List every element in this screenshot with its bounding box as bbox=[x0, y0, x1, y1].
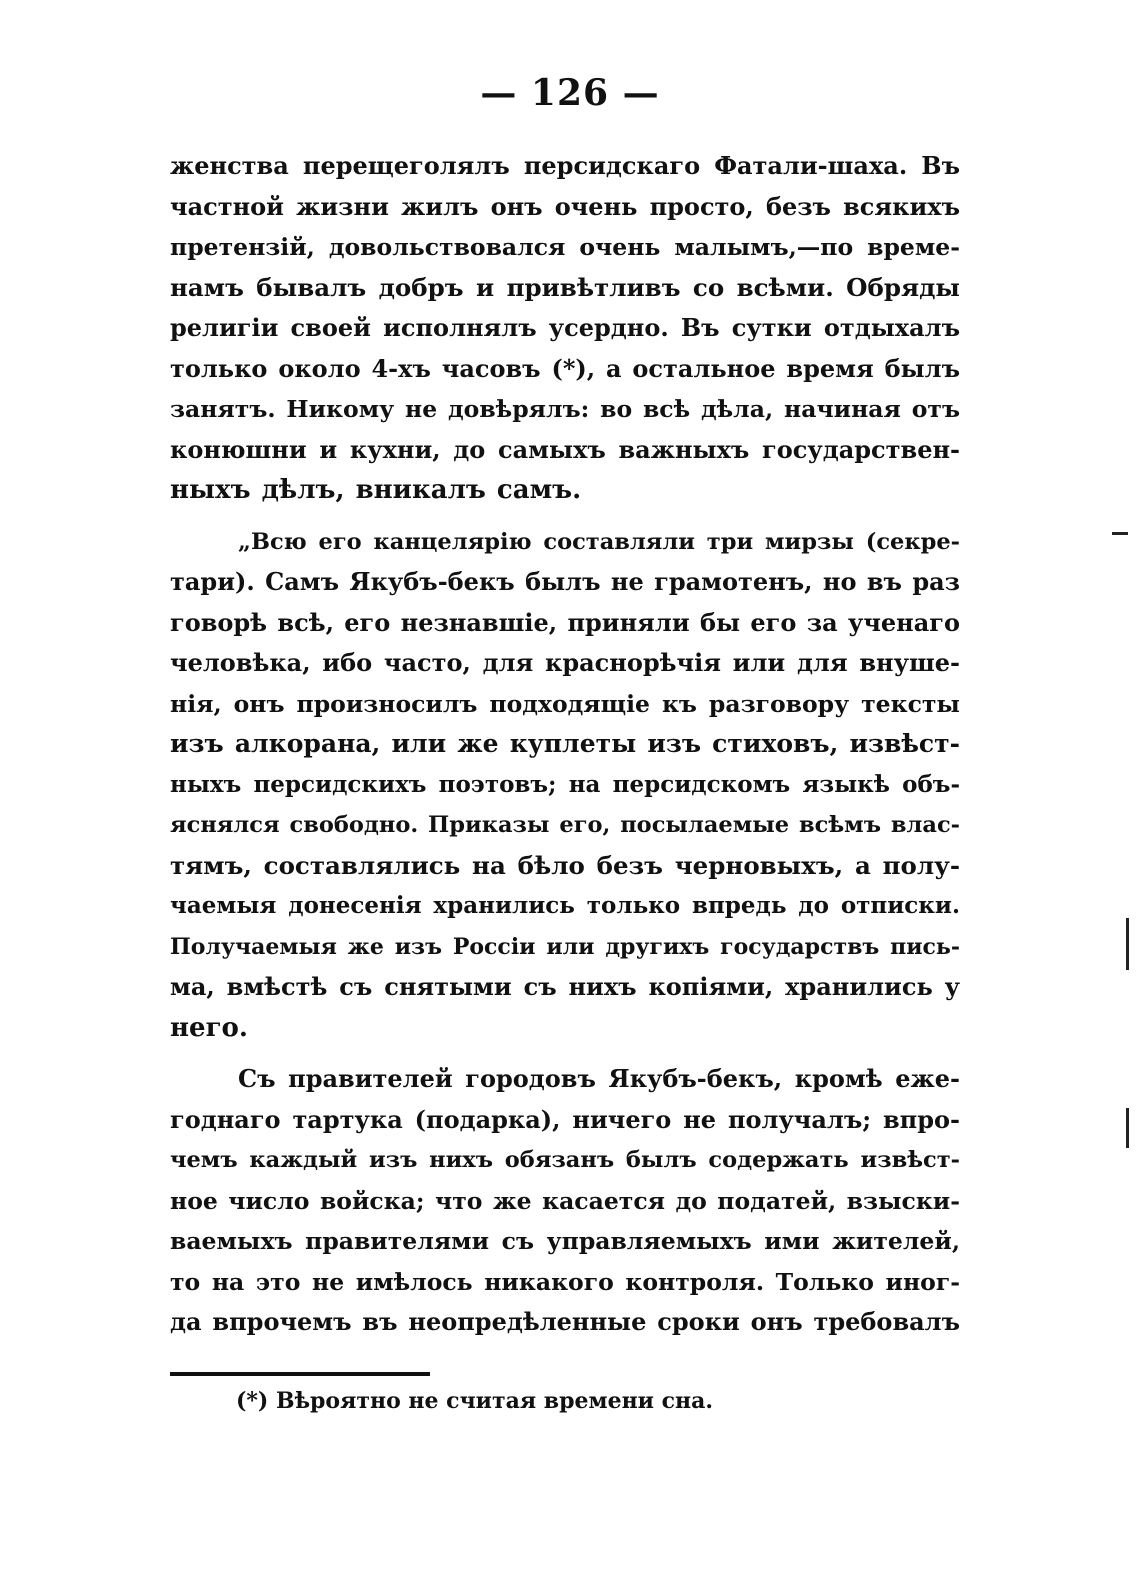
text-line: женства перещеголялъ персидскаго Фатали-шаха. Въ bbox=[170, 151, 960, 180]
paragraph bbox=[170, 1059, 960, 1343]
body-text bbox=[170, 146, 960, 1343]
text-line: годнаго тартука (подарка), ничего не получалъ; впро- bbox=[170, 1104, 960, 1134]
text-line: изъ алкорана, или же куплеты изъ стиховъ, извѣст- bbox=[170, 729, 960, 758]
text-line: ваемыхъ правителями съ управляемыхъ ими жителей, bbox=[170, 1227, 960, 1255]
paragraph bbox=[170, 522, 960, 1049]
footnote: (*) Вѣроятно не считая времени сна. bbox=[236, 1388, 714, 1414]
text-line: конюшни и кухни, до самыхъ важныхъ государствен- bbox=[170, 434, 960, 464]
text-line: яснялся свободно. Приказы его, посылаемые всѣмъ влас- bbox=[170, 812, 960, 838]
page-number: — 126 — bbox=[480, 72, 660, 114]
margin-mark bbox=[1112, 532, 1128, 535]
paragraph bbox=[170, 146, 960, 511]
margin-mark bbox=[1126, 918, 1129, 970]
paragraph-gap bbox=[170, 511, 960, 522]
text-line: ныхъ персидскихъ поэтовъ; на персидскомъ языкѣ объ- bbox=[170, 770, 960, 798]
text-line: ное число войска; что же касается до податей, взыски- bbox=[170, 1186, 960, 1215]
text-line: ма, вмѣстѣ съ снятыми съ нихъ копіями, хранились у bbox=[170, 972, 960, 1001]
text-line: только около 4-хъ часовъ (*), а остальное время былъ bbox=[170, 353, 960, 383]
footnote-rule bbox=[170, 1372, 430, 1376]
text-line: религіи своей исполнялъ усердно. Въ сутки отдыхалъ bbox=[170, 313, 960, 342]
text-line: нія, онъ произносилъ подходящіе къ разговору тексты bbox=[170, 689, 960, 718]
text-line: Получаемыя же изъ Россіи или другихъ государствъ пись- bbox=[170, 933, 960, 960]
text-line: чаемыя донесенія хранились только впредь до отписки. bbox=[170, 892, 960, 919]
margin-mark bbox=[1126, 1108, 1129, 1148]
text-line: чемъ каждый изъ нихъ обязанъ былъ содержать извѣст- bbox=[170, 1147, 960, 1173]
text-line: него. bbox=[170, 1012, 248, 1043]
text-line: Съ правителей городовъ Якубъ-бекъ, кромѣ еже- bbox=[238, 1064, 960, 1093]
text-line: частной жизни жилъ онъ очень просто, безъ всякихъ bbox=[170, 191, 960, 221]
text-line: тямъ, составлялись на бѣло безъ черновыхъ, а полу- bbox=[170, 850, 960, 880]
text-line: да впрочемъ въ неопредѣленные сроки онъ требовалъ bbox=[170, 1307, 960, 1336]
text-line: „Всю его канцелярію составляли три мирзы (секре- bbox=[238, 528, 960, 555]
paragraph-gap bbox=[170, 1048, 960, 1059]
text-line: ныхъ дѣлъ, вникалъ самъ. bbox=[170, 475, 582, 505]
text-line: человѣка, ибо часто, для краснорѣчія или для внуше- bbox=[170, 648, 960, 677]
text-line: претензій, довольствовался очень малымъ,—по време- bbox=[170, 233, 960, 261]
text-line: то на это не имѣлось никакого контроля. Только иног- bbox=[170, 1267, 960, 1296]
text-line: намъ бывалъ добръ и привѣтливъ со всѣми. Обряды bbox=[170, 272, 960, 302]
text-line: занятъ. Никому не довѣрялъ: во всѣ дѣла, начиная отъ bbox=[170, 395, 960, 423]
text-line: тари). Самъ Якубъ-бекъ былъ не грамотенъ, но въ раз bbox=[170, 567, 960, 596]
text-line: говорѣ всѣ, его незнавшіе, приняли бы его за ученаго bbox=[170, 607, 960, 637]
